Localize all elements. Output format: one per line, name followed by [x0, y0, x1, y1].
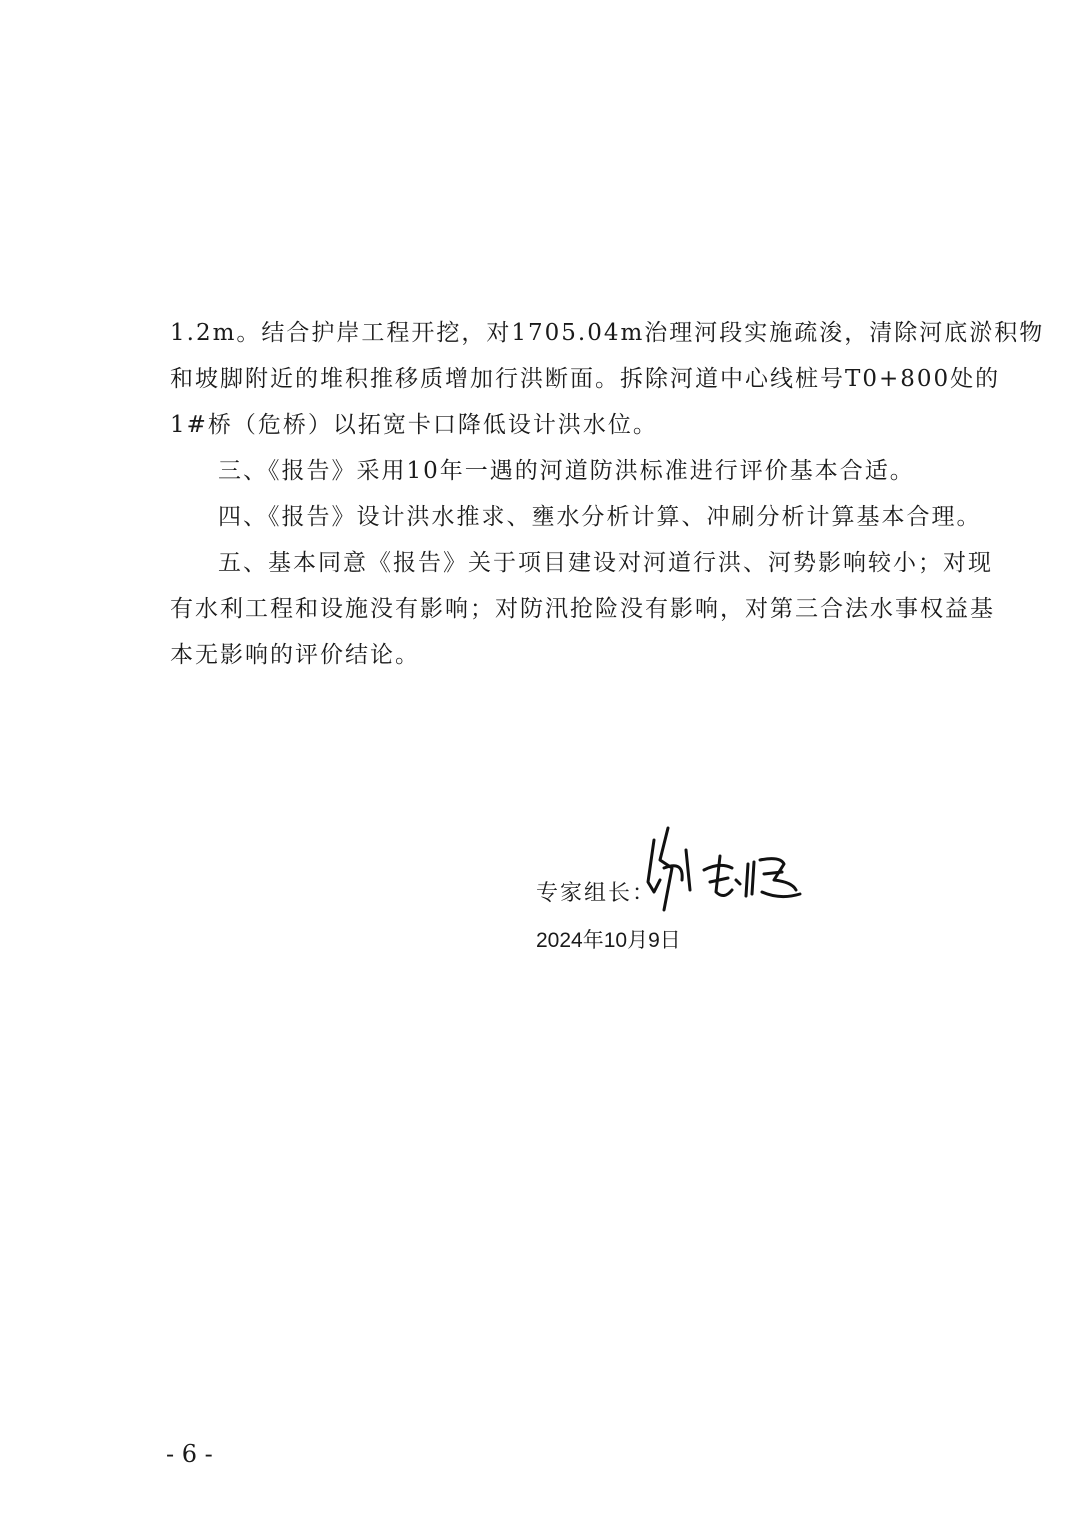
page-number: - 6 -: [166, 1440, 213, 1468]
paragraph-four: 四、《报告》设计洪水推求、壅水分析计算、冲刷分析计算基本合理。: [218, 504, 982, 530]
body-line: 1.2m。结合护岸工程开挖，对1705.04m治理河段实施疏浚，清除河底淤积物: [170, 320, 1045, 346]
body-line: 本无影响的评价结论。: [170, 642, 420, 668]
signature-block: [536, 820, 836, 960]
body-line: 和坡脚附近的堆积推移质增加行洪断面。拆除河道中心线桩号T0+800处的: [170, 366, 1001, 392]
paragraph-three: 三、《报告》采用10年一遇的河道防洪标准进行评价基本合适。: [218, 458, 915, 484]
body-line: 有水利工程和设施没有影响；对防汛抢险没有影响，对第三合法水事权益基: [170, 596, 995, 622]
signature-date: 2024年10月9日: [536, 929, 681, 952]
body-line: 1#桥（危桥）以拓宽卡口降低设计洪水位。: [170, 412, 658, 438]
signature-label: 专家组长：: [536, 881, 657, 906]
document-body: [170, 310, 1045, 678]
paragraph-five: 五、基本同意《报告》关于项目建设对河道行洪、河势影响较小；对现: [218, 550, 993, 576]
handwritten-signature: [624, 820, 824, 920]
